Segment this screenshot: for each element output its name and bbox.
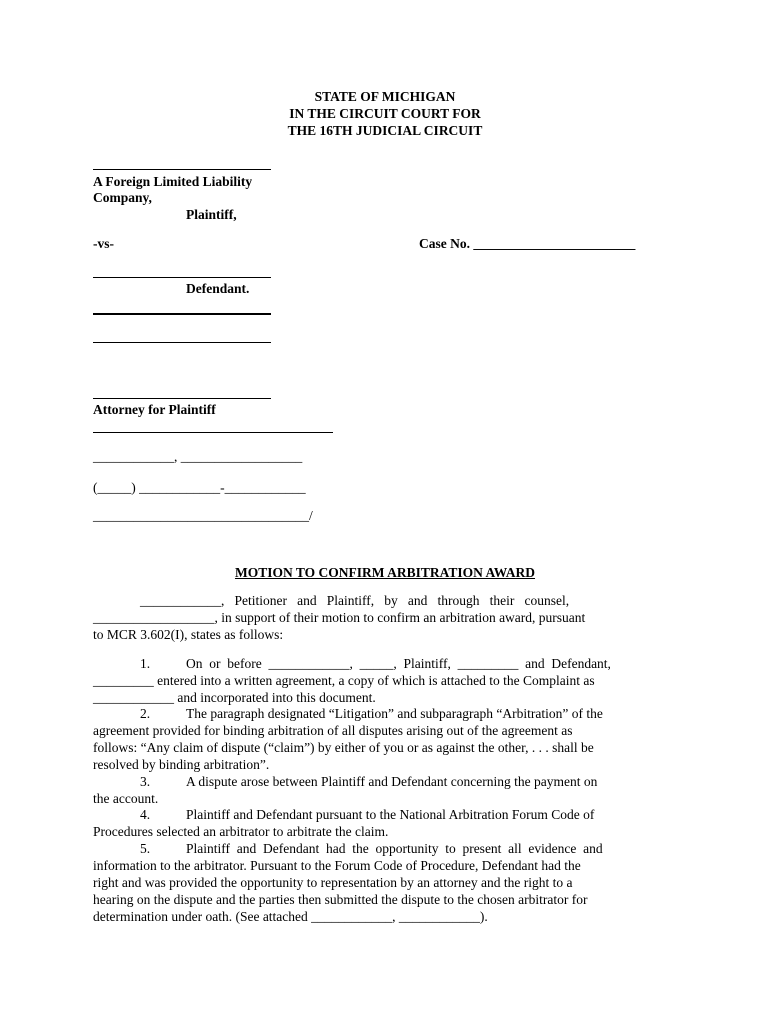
para1-number: 1.: [140, 656, 151, 671]
para4-number: 4.: [140, 807, 151, 822]
versus-label: -vs-: [93, 236, 114, 251]
plaintiff-name-line: [93, 169, 271, 170]
intro-line3: to MCR 3.602(I), states as follows:: [93, 627, 284, 642]
para2-line3: follows: “Any claim of dispute (“claim”) by either of you or as against the other, . . . shall be: [93, 740, 594, 755]
address-line2: ____________, __________________: [93, 449, 303, 464]
para4-line1: Plaintiff and Defendant pursuant to the National Arbitration Forum Code of: [186, 807, 595, 822]
para5-line5: determination under oath. (See attached ____________, ____________).: [93, 909, 488, 924]
para2-line4: resolved by binding arbitration”.: [93, 757, 270, 772]
para3-line2: the account.: [93, 791, 159, 806]
intro-line1: ____________, Petitioner and Plaintiff, by and through their counsel,: [140, 593, 570, 608]
para5-number: 5.: [140, 841, 151, 856]
para1-line2: _________ entered into a written agreement, a copy of which is attached to the Complaint as: [93, 673, 595, 688]
case-number: Case No. ________________________: [419, 236, 636, 251]
caption-divider: [93, 313, 271, 315]
plaintiff-role: Plaintiff,: [186, 207, 237, 222]
para1-line1: On or before ____________, _____, Plaintiff, _________ and Defendant,: [186, 656, 611, 671]
plaintiff-desc-line2: Company,: [93, 190, 152, 205]
court-header-line1: STATE OF MICHIGAN: [314, 89, 456, 104]
attorney-signature-line: [93, 398, 271, 399]
caption-end-line: ________________________________/: [93, 508, 313, 523]
para3-number: 3.: [140, 774, 151, 789]
para5-line1: Plaintiff and Defendant had the opportunity to present all evidence and: [186, 841, 603, 856]
attorney-label: Attorney for Plaintiff: [93, 402, 216, 417]
court-header-line3: THE 16TH JUDICIAL CIRCUIT: [287, 123, 483, 138]
para2-number: 2.: [140, 706, 151, 721]
para5-line2: information to the arbitrator. Pursuant to the Forum Code of Procedure, Defendant had the: [93, 858, 581, 873]
plaintiff-desc-line1: A Foreign Limited Liability: [93, 174, 253, 189]
para3-line1: A dispute arose between Plaintiff and Defendant concerning the payment on: [186, 774, 598, 789]
para4-line2: Procedures selected an arbitrator to arbitrate the claim.: [93, 824, 389, 839]
intro-line2: __________________, in support of their motion to confirm an arbitration award, pursuant: [93, 610, 586, 625]
para5-line3: right and was provided the opportunity to representation by an attorney and the right to a: [93, 875, 573, 890]
para5-line4: hearing on the dispute and the parties then submitted the dispute to the chosen arbitrator for: [93, 892, 588, 907]
phone-line: (_____) ____________-____________: [93, 480, 306, 495]
attorney-name-line: [93, 342, 271, 343]
motion-title: MOTION TO CONFIRM ARBITRATION AWARD: [234, 565, 536, 580]
address-line1: [93, 432, 333, 433]
court-header-line2: IN THE CIRCUIT COURT FOR: [289, 106, 481, 121]
para1-line3: ____________ and incorporated into this document.: [93, 690, 376, 705]
para2-line1: The paragraph designated “Litigation” and subparagraph “Arbitration” of the: [186, 706, 603, 721]
defendant-name-line: [93, 277, 271, 278]
defendant-role: Defendant.: [186, 281, 250, 296]
para2-line2: agreement provided for binding arbitration of all disputes arising out of the agreement as: [93, 723, 573, 738]
